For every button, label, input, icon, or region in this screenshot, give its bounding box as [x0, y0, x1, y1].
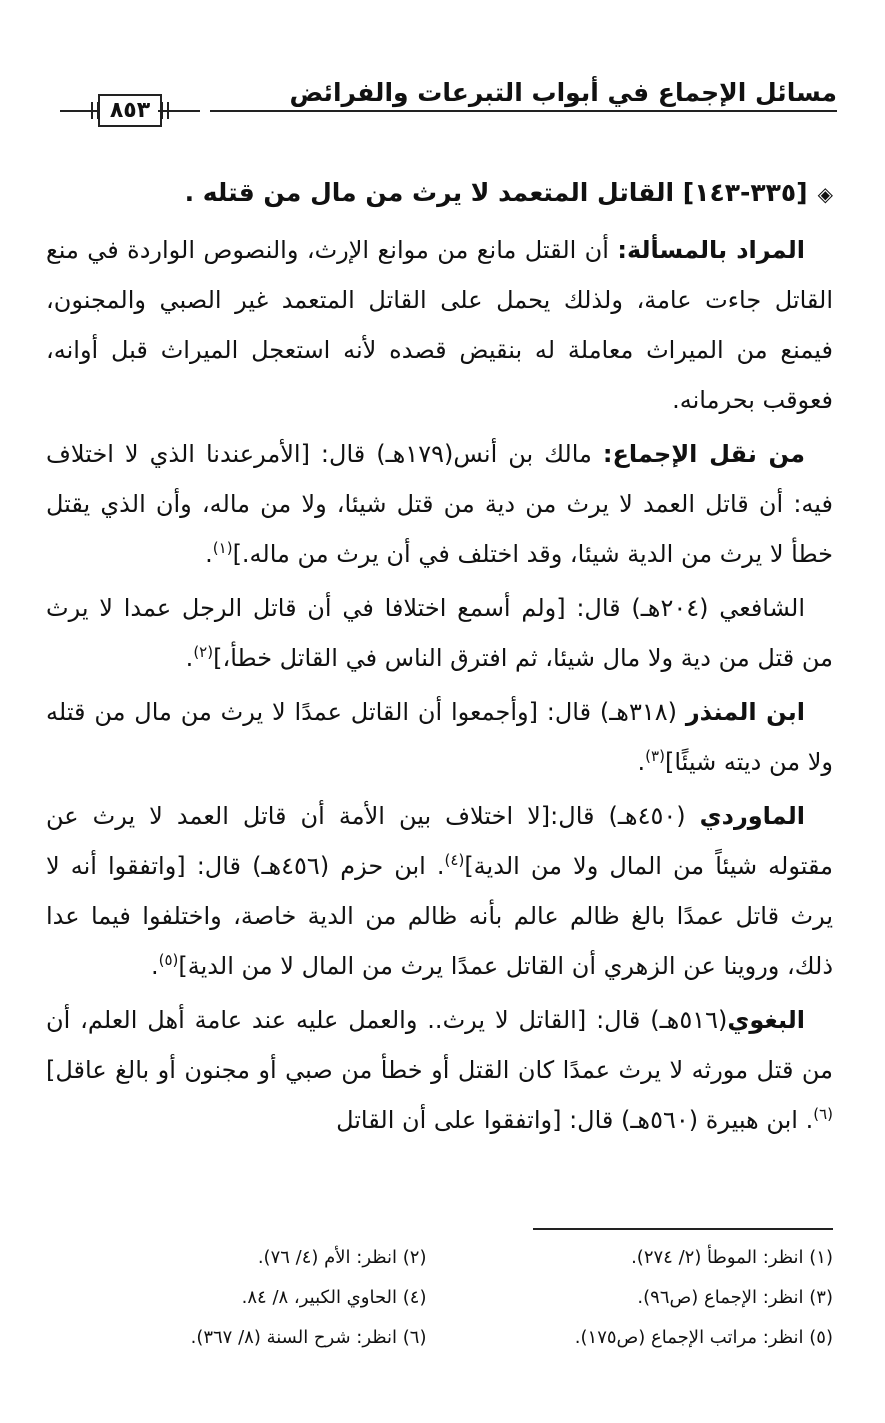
footnote-ref[interactable]: (٢)	[193, 643, 214, 661]
paragraph-tail: .	[150, 952, 159, 980]
issue-title-text: [٣٣٥-١٤٣] القاتل المتعمد لا يرث من مال من قتله .	[184, 178, 808, 207]
paragraph-text: مالك بن أنس(١٧٩هـ) قال: [الأمرعندنا الذي لا اختلاف فيه: أن قاتل العمد لا يرث من دية من قتل شيئا، ولا من ماله، وأن الذي يقتل خطأ لا يرث من الدية شيئا، وقد اختلف في أن يرث من ماله.]	[46, 440, 833, 568]
page-number-ornament	[60, 88, 200, 132]
paragraph-tail: .	[185, 644, 194, 672]
footnote-separator	[533, 1228, 833, 1230]
paragraph-malik	[46, 429, 833, 579]
paragraph-text: (٣١٨هـ) قال: [وأجمعوا أن القاتل عمدًا لا يرث من مال من قتله ولا من ديته شيئًا]	[46, 698, 833, 776]
paragraph-shafii	[46, 583, 833, 683]
footnotes	[60, 1238, 833, 1358]
paragraph-mawardi	[46, 791, 833, 991]
paragraph-baghawi	[46, 995, 833, 1145]
page-number: ٨٥٣	[98, 94, 162, 127]
running-title: مسائل الإجماع في أبواب التبرعات والفرائض	[289, 78, 837, 107]
footnote-ref[interactable]: (٦)	[813, 1105, 833, 1123]
diamond-bullet-icon: ◈	[817, 182, 833, 206]
paragraph-tail: . ابن هبيرة (٥٦٠هـ) قال: [واتفقوا على أن القاتل	[336, 1106, 814, 1134]
paragraph-tail: . ابن حزم (٤٥٦هـ) قال: [واتفقوا أنه لا يرث قاتل عمدًا بالغ ظالم عالم بأنه ظالم من الدية خاصة، واختلفوا فيما عدا ذلك، وروينا عن الزهري أن القاتل عمدًا يرث من المال لا من الدية]	[46, 852, 833, 980]
footnote-item: (٣) انظر: الإجماع (ص٩٦).	[637, 1287, 833, 1308]
ornament-line-right	[158, 110, 200, 112]
header-rule	[210, 110, 837, 112]
main-text	[46, 168, 833, 1149]
issue-title	[46, 168, 833, 219]
paragraph-text: الشافعي (٢٠٤هـ) قال: [ولم أسمع اختلافا في أن قاتل الرجل عمدا لا يرث من قتل من دية ولا مال شيئا، ثم افترق الناس في القاتل خطأ،]	[46, 594, 833, 672]
paragraph-tail: .	[205, 540, 213, 568]
footnote-ref[interactable]: (٣)	[645, 747, 665, 765]
paragraph-text: (٥١٦هـ) قال: [القاتل لا يرث.. والعمل عليه عند عامة أهل العلم، أن من قتل مورثه لا يرث عمدًا كان القتل أو خطأ من صبي أو مجنون أو بالغ عاقل]	[46, 1006, 833, 1084]
footnote-item: (٦) انظر: شرح السنة (٨/ ٣٦٧).	[190, 1327, 427, 1348]
footnote-item: (١) انظر: الموطأ (٢/ ٢٧٤).	[631, 1247, 833, 1268]
footnote-ref[interactable]: (٥)	[158, 951, 179, 969]
paragraph-lead: ابن المنذر	[685, 698, 805, 726]
paragraph-ibn-almundhir	[46, 687, 833, 787]
paragraph-lead: المراد بالمسألة:	[617, 236, 805, 264]
paragraph-lead: الماوردي	[699, 802, 806, 830]
paragraph-lead: من نقل الإجماع:	[602, 440, 806, 468]
page-header	[60, 70, 837, 122]
paragraph-lead: البغوي	[727, 1006, 805, 1034]
footnote-item: (٢) انظر: الأم (٤/ ٧٦).	[257, 1247, 427, 1268]
paragraph-text: أن القتل مانع من موانع الإرث، والنصوص الواردة في منع القاتل جاءت عامة، ولذلك يحمل على القاتل المتعمد غير الصبي والمجنون، فيمنع من الميراث معاملة له بنقيض قصده لأنه استعجل الميراث قبل أوانه، فعوقب بحرمانه.	[46, 236, 833, 414]
paragraph-text: (٤٥٠هـ) قال:[لا اختلاف بين الأمة أن قاتل العمد لا يرث عن مقتوله شيئاً من المال ولا من الدية]	[46, 802, 833, 880]
paragraph-meaning	[46, 225, 833, 425]
footnote-ref[interactable]: (١)	[212, 539, 233, 557]
paragraph-tail: .	[637, 748, 646, 776]
footnote-ref[interactable]: (٤)	[444, 851, 465, 869]
footnote-item: (٤) الحاوي الكبير، ٨/ ٨٤.	[241, 1287, 427, 1308]
footnote-item: (٥) انظر: مراتب الإجماع (ص١٧٥).	[574, 1327, 833, 1348]
